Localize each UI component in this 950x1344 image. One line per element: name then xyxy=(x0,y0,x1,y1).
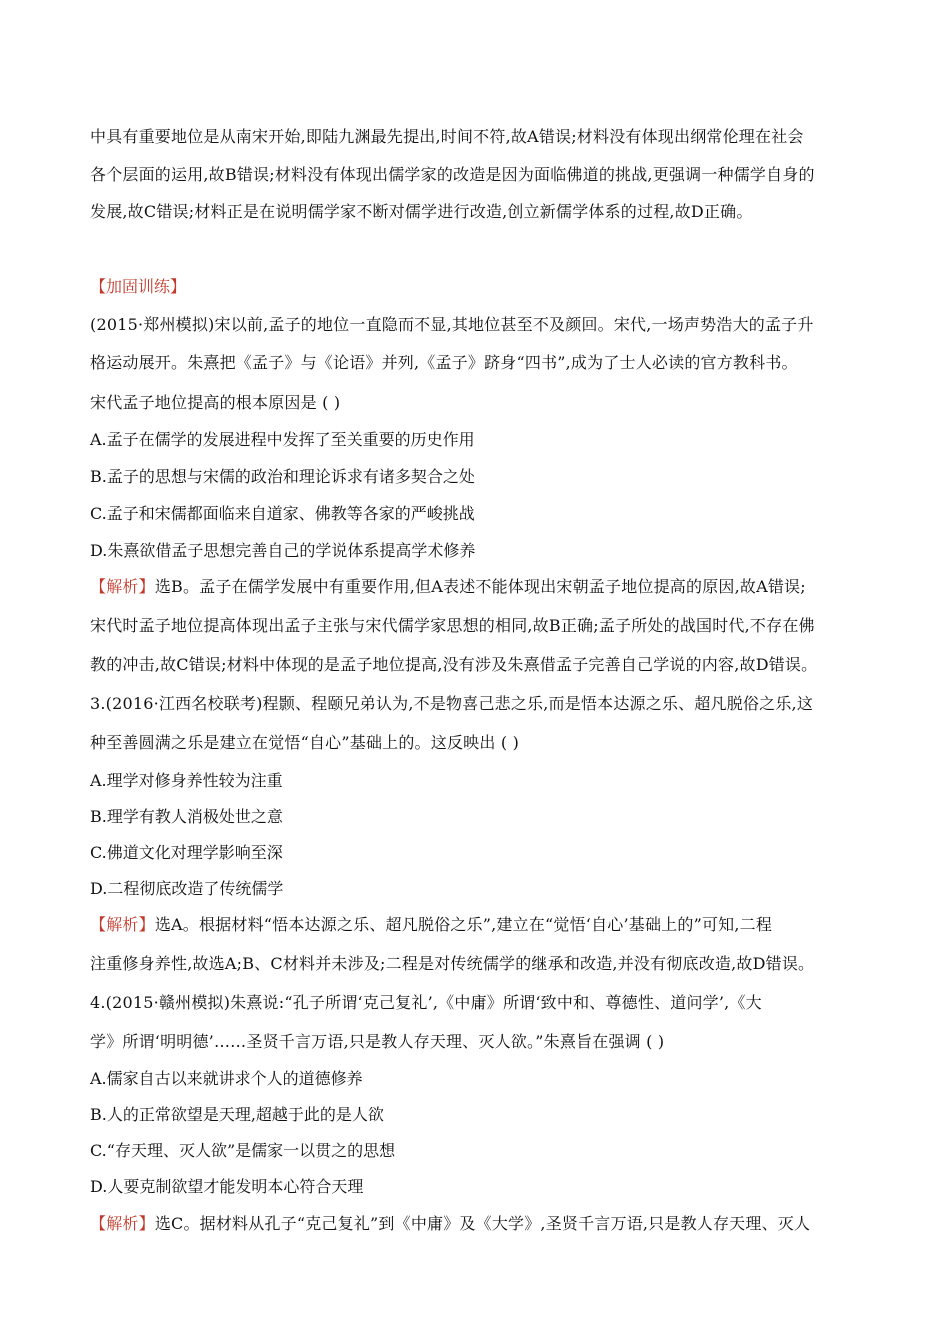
reinforce-heading: 【加固训练】 xyxy=(90,277,187,296)
analysis-text: 选C。据材料从孔子“克己复礼”到《中庸》及《大学》,圣贤千言万语,只是教人存天理、灭人 xyxy=(154,1214,811,1233)
option-d: D.人要克制欲望才能发明本心符合天理 xyxy=(90,1177,364,1196)
option-c: C.“存天理、灭人欲”是儒家一以贯之的思想 xyxy=(90,1141,396,1160)
analysis-line xyxy=(90,914,870,936)
analysis-line: 注重修身养性,故选A;B、C材料并未涉及;二程是对传统儒学的继承和改造,并没有彻底改造,故D错误。 xyxy=(90,954,815,973)
option-a: A.孟子在儒学的发展进程中发挥了至关重要的历史作用 xyxy=(90,430,475,449)
question-prompt: 宋代孟子地位提高的根本原因是 ( ) xyxy=(90,393,341,412)
analysis-tag: 【解析】 xyxy=(90,1214,155,1233)
explanation-line: 发展,故C错误;材料正是在说明儒学家不断对儒学进行改造,创立新儒学体系的过程,故D正确。 xyxy=(90,202,753,221)
analysis-text: 选A。根据材料“悟本达源之乐、超凡脱俗之乐”,建立在“觉悟‘自心’基础上的”可知,二程 xyxy=(154,915,773,934)
question-text: 格运动展开。朱熹把《孟子》与《论语》并列,《孟子》跻身“四书”,成为了士人必读的官方教科书。 xyxy=(90,353,798,372)
question-text: 4.(2015·赣州模拟)朱熹说:“孔子所谓‘克己复礼’,《中庸》所谓‘致中和、尊德性、道问学’,《大 xyxy=(90,993,762,1012)
option-c: C.佛道文化对理学影响至深 xyxy=(90,843,283,862)
analysis-text: 选B。孟子在儒学发展中有重要作用,但A表述不能体现出宋朝孟子地位提高的原因,故A错误; xyxy=(154,577,806,596)
option-d: D.二程彻底改造了传统儒学 xyxy=(90,879,284,898)
analysis-tag: 【解析】 xyxy=(90,577,155,596)
analysis-line: 宋代时孟子地位提高体现出孟子主张与宋代儒学家思想的相同,故B正确;孟子所处的战国时代,不存在佛 xyxy=(90,616,815,635)
analysis-tag: 【解析】 xyxy=(90,915,155,934)
question-text: 学》所谓‘明明德’……圣贤千言万语,只是教人存天理、灭人欲。”朱熹旨在强调 ( ) xyxy=(90,1032,665,1051)
analysis-line: 教的冲击,故C错误;材料中体现的是孟子地位提高,没有涉及朱熹借孟子完善自己学说的内容,故D错误。 xyxy=(90,655,818,674)
analysis-line xyxy=(90,1213,870,1235)
option-a: A.理学对修身养性较为注重 xyxy=(90,771,283,790)
question-text: 3.(2016·江西名校联考)程颢、程颐兄弟认为,不是物喜己悲之乐,而是悟本达源之乐、超凡脱俗之乐,这 xyxy=(90,694,814,713)
option-b: B.孟子的思想与宋儒的政治和理论诉求有诸多契合之处 xyxy=(90,467,475,486)
question-text: 种至善圆满之乐是建立在觉悟“自心”基础上的。这反映出 ( ) xyxy=(90,733,520,752)
analysis-line xyxy=(90,576,870,598)
question-text: (2015·郑州模拟)宋以前,孟子的地位一直隐而不显,其地位甚至不及颜回。宋代,一场声势浩大的孟子升 xyxy=(90,315,814,334)
explanation-line: 各个层面的运用,故B错误;材料没有体现出儒学家的改造是因为面临佛道的挑战,更强调一种儒学自身的 xyxy=(90,165,815,184)
option-a: A.儒家自古以来就讲求个人的道德修养 xyxy=(90,1069,363,1088)
explanation-line: 中具有重要地位是从南宋开始,即陆九渊最先提出,时间不符,故A错误;材料没有体现出纲常伦理在社会 xyxy=(90,127,804,146)
option-d: D.朱熹欲借孟子思想完善自己的学说体系提高学术修养 xyxy=(90,541,476,560)
option-b: B.理学有教人消极处世之意 xyxy=(90,807,283,826)
option-b: B.人的正常欲望是天理,超越于此的是人欲 xyxy=(90,1105,384,1124)
option-c: C.孟子和宋儒都面临来自道家、佛教等各家的严峻挑战 xyxy=(90,504,475,523)
